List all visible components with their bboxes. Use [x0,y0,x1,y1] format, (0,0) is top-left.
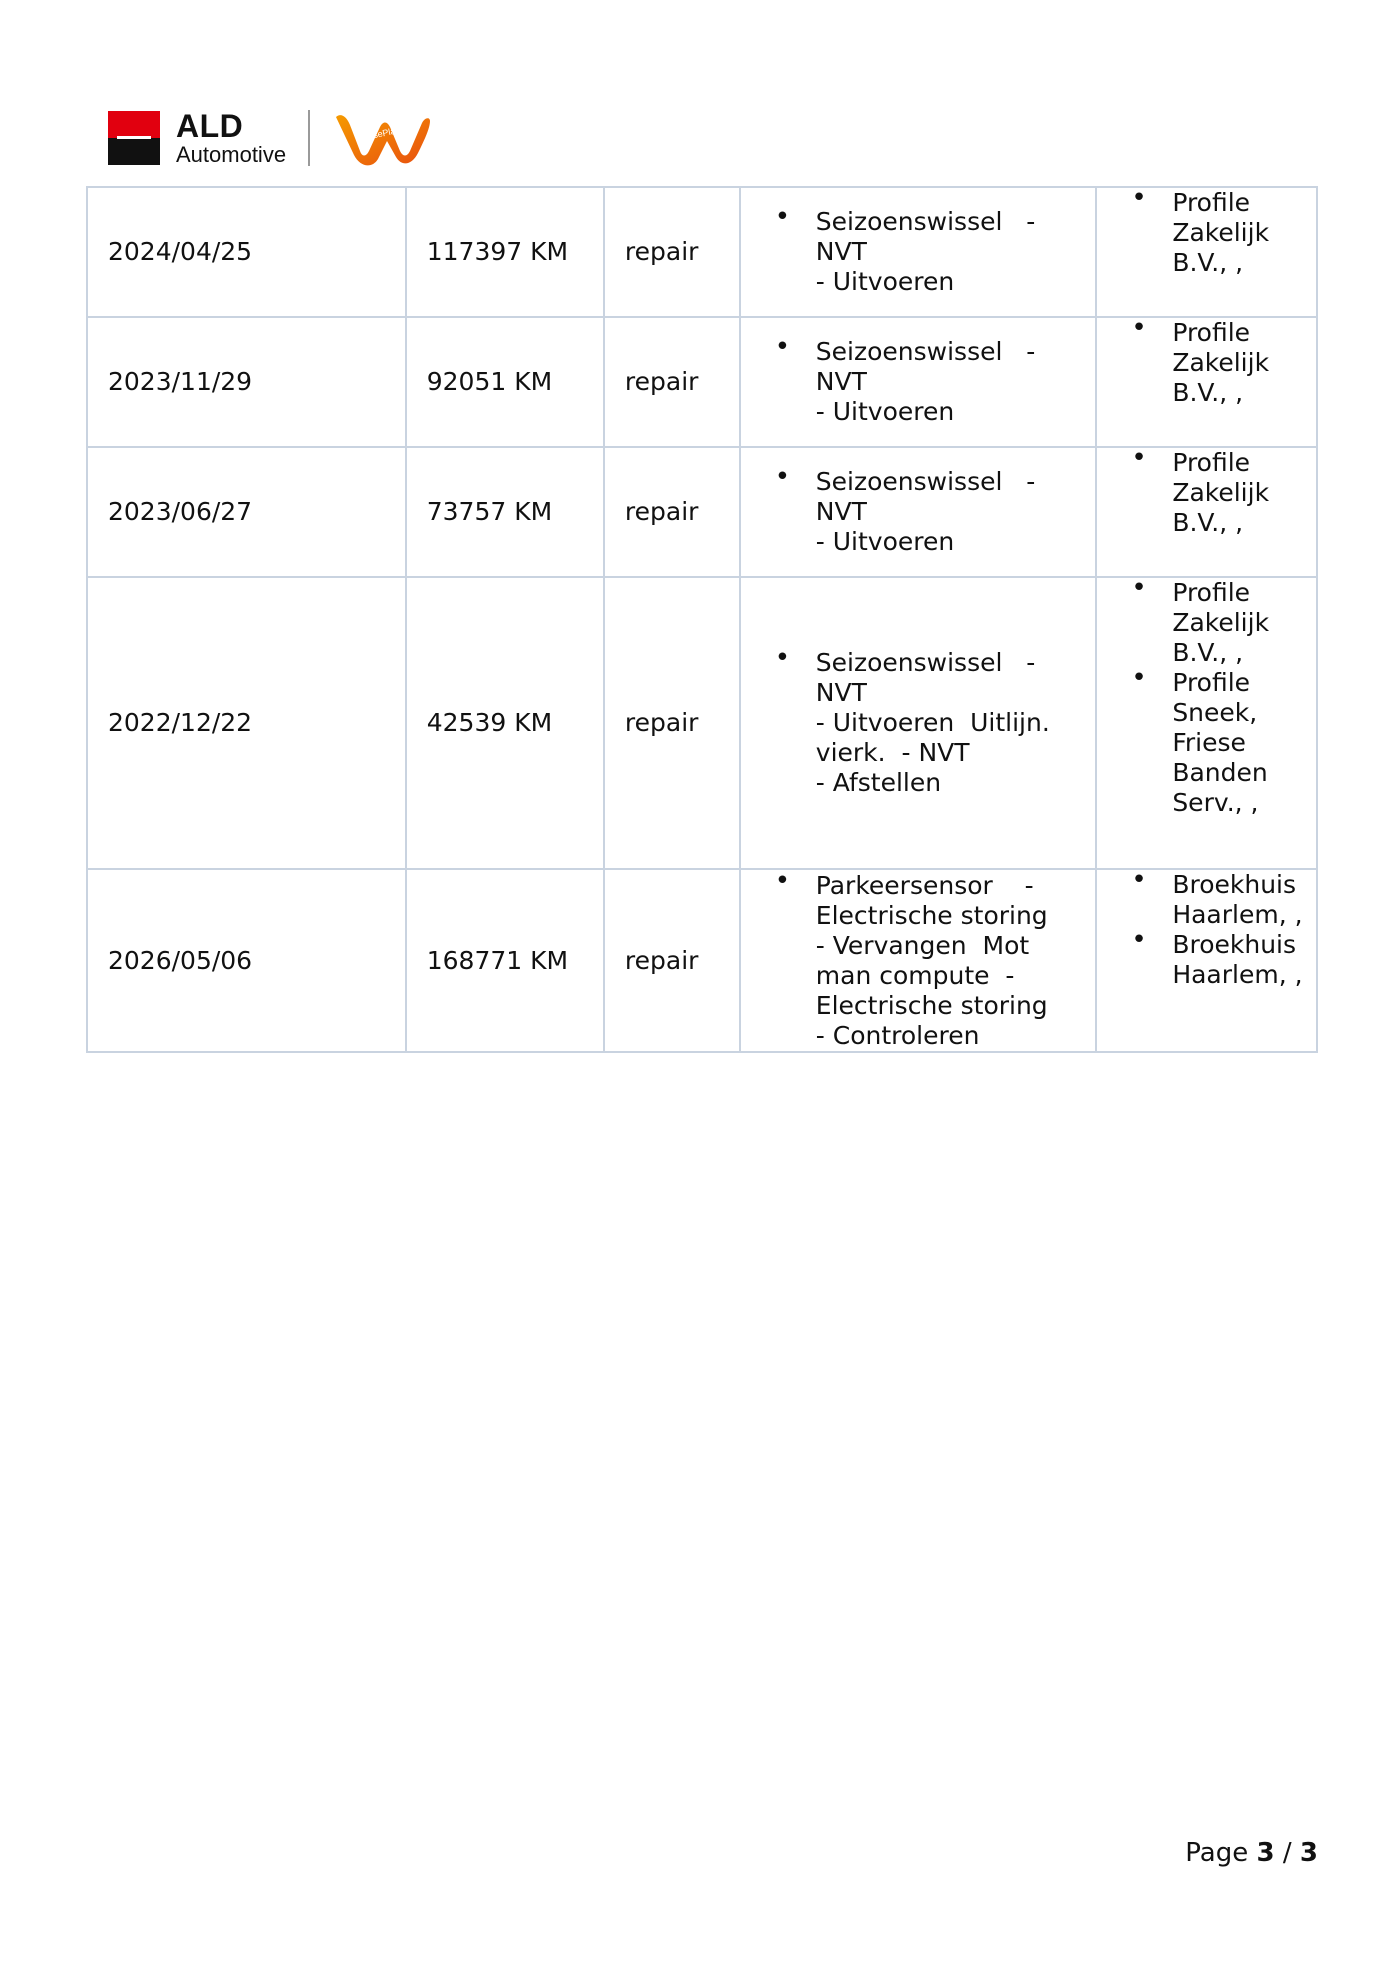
cell-mileage: 73757 KM [406,447,604,577]
supplier-item-text: Profile Sneek, Friese Banden Serv., , [1172,668,1268,817]
table-row [87,447,1317,577]
page-label: Page [1185,1838,1249,1868]
ald-logo-mark [108,111,160,165]
supplier-item [1117,870,1316,930]
leaseplan-logo [330,107,434,169]
ald-logo-text [176,110,286,166]
table-body [87,187,1317,1052]
supplier-item-text: Profile Zakelijk B.V., , [1172,448,1270,537]
operations-list [761,337,1096,427]
supplier-item-text: Profile Zakelijk B.V., , [1172,578,1270,667]
operation-item-text: Seizoenswissel - NVT - Uitvoeren [815,207,1036,296]
operations-list [761,467,1096,557]
cell-operations [740,447,1097,577]
operation-item [761,871,1096,1051]
cell-suppliers [1096,187,1317,317]
cell-date: 2023/06/27 [87,447,406,577]
cell-operations [740,577,1097,869]
cell-type: repair [604,869,740,1052]
supplier-item [1117,930,1316,990]
page-separator: / [1282,1838,1292,1868]
cell-mileage: 117397 KM [406,187,604,317]
supplier-item [1117,318,1316,408]
operation-item [761,337,1096,427]
page-header [108,108,434,168]
operations-list [761,648,1096,798]
cell-date: 2023/11/29 [87,317,406,447]
operations-list [761,871,1096,1051]
supplier-item-text: Broekhuis Haarlem, , [1172,930,1303,989]
current-page: 3 [1256,1838,1275,1868]
operation-item-text: Parkeersensor - Electrische storing - Vervangen Mot man compute - Electrische storing - Controleren [815,870,1048,1050]
operation-item [761,467,1096,557]
table-row [87,317,1317,447]
maintenance-history-table [86,186,1318,1053]
supplier-item-text: Profile Zakelijk B.V., , [1172,318,1270,407]
cell-date: 2026/05/06 [87,869,406,1052]
cell-suppliers [1096,577,1317,869]
table-row [87,869,1317,1052]
cell-operations [740,869,1097,1052]
operation-item [761,648,1096,798]
cell-type: repair [604,317,740,447]
suppliers-list [1117,870,1316,990]
logo-divider [308,110,310,166]
table-row [87,187,1317,317]
ald-brand-subtitle: Automotive [176,142,287,167]
cell-type: repair [604,187,740,317]
ald-brand-name: ALD [176,108,244,144]
cell-operations [740,317,1097,447]
suppliers-list [1117,578,1316,818]
supplier-item [1117,578,1316,668]
cell-date: 2022/12/22 [87,577,406,869]
cell-type: repair [604,577,740,869]
supplier-item-text: Profile Zakelijk B.V., , [1172,188,1270,277]
cell-operations [740,187,1097,317]
cell-mileage: 92051 KM [406,317,604,447]
operation-item-text: Seizoenswissel - NVT - Uitvoeren [815,467,1036,556]
operation-item-text: Seizoenswissel - NVT - Uitvoeren [815,337,1036,426]
operations-list [761,207,1096,297]
suppliers-list [1117,188,1316,278]
cell-suppliers [1096,447,1317,577]
supplier-item [1117,668,1316,818]
suppliers-list [1117,318,1316,408]
supplier-item [1117,448,1316,538]
cell-mileage: 168771 KM [406,869,604,1052]
cell-suppliers [1096,317,1317,447]
operation-item-text: Seizoenswissel - NVT - Uitvoeren Uitlijn. vierk. - NVT - Afstellen [815,648,1050,797]
svg-text:LeasePlan: LeasePlan [357,124,402,144]
cell-suppliers [1096,869,1317,1052]
total-pages: 3 [1299,1838,1318,1868]
table-row [87,577,1317,869]
cell-date: 2024/04/25 [87,187,406,317]
supplier-item-text: Broekhuis Haarlem, , [1172,870,1303,929]
supplier-item [1117,188,1316,278]
cell-type: repair [604,447,740,577]
operation-item [761,207,1096,297]
cell-mileage: 42539 KM [406,577,604,869]
suppliers-list [1117,448,1316,538]
page-number [1185,1838,1318,1868]
